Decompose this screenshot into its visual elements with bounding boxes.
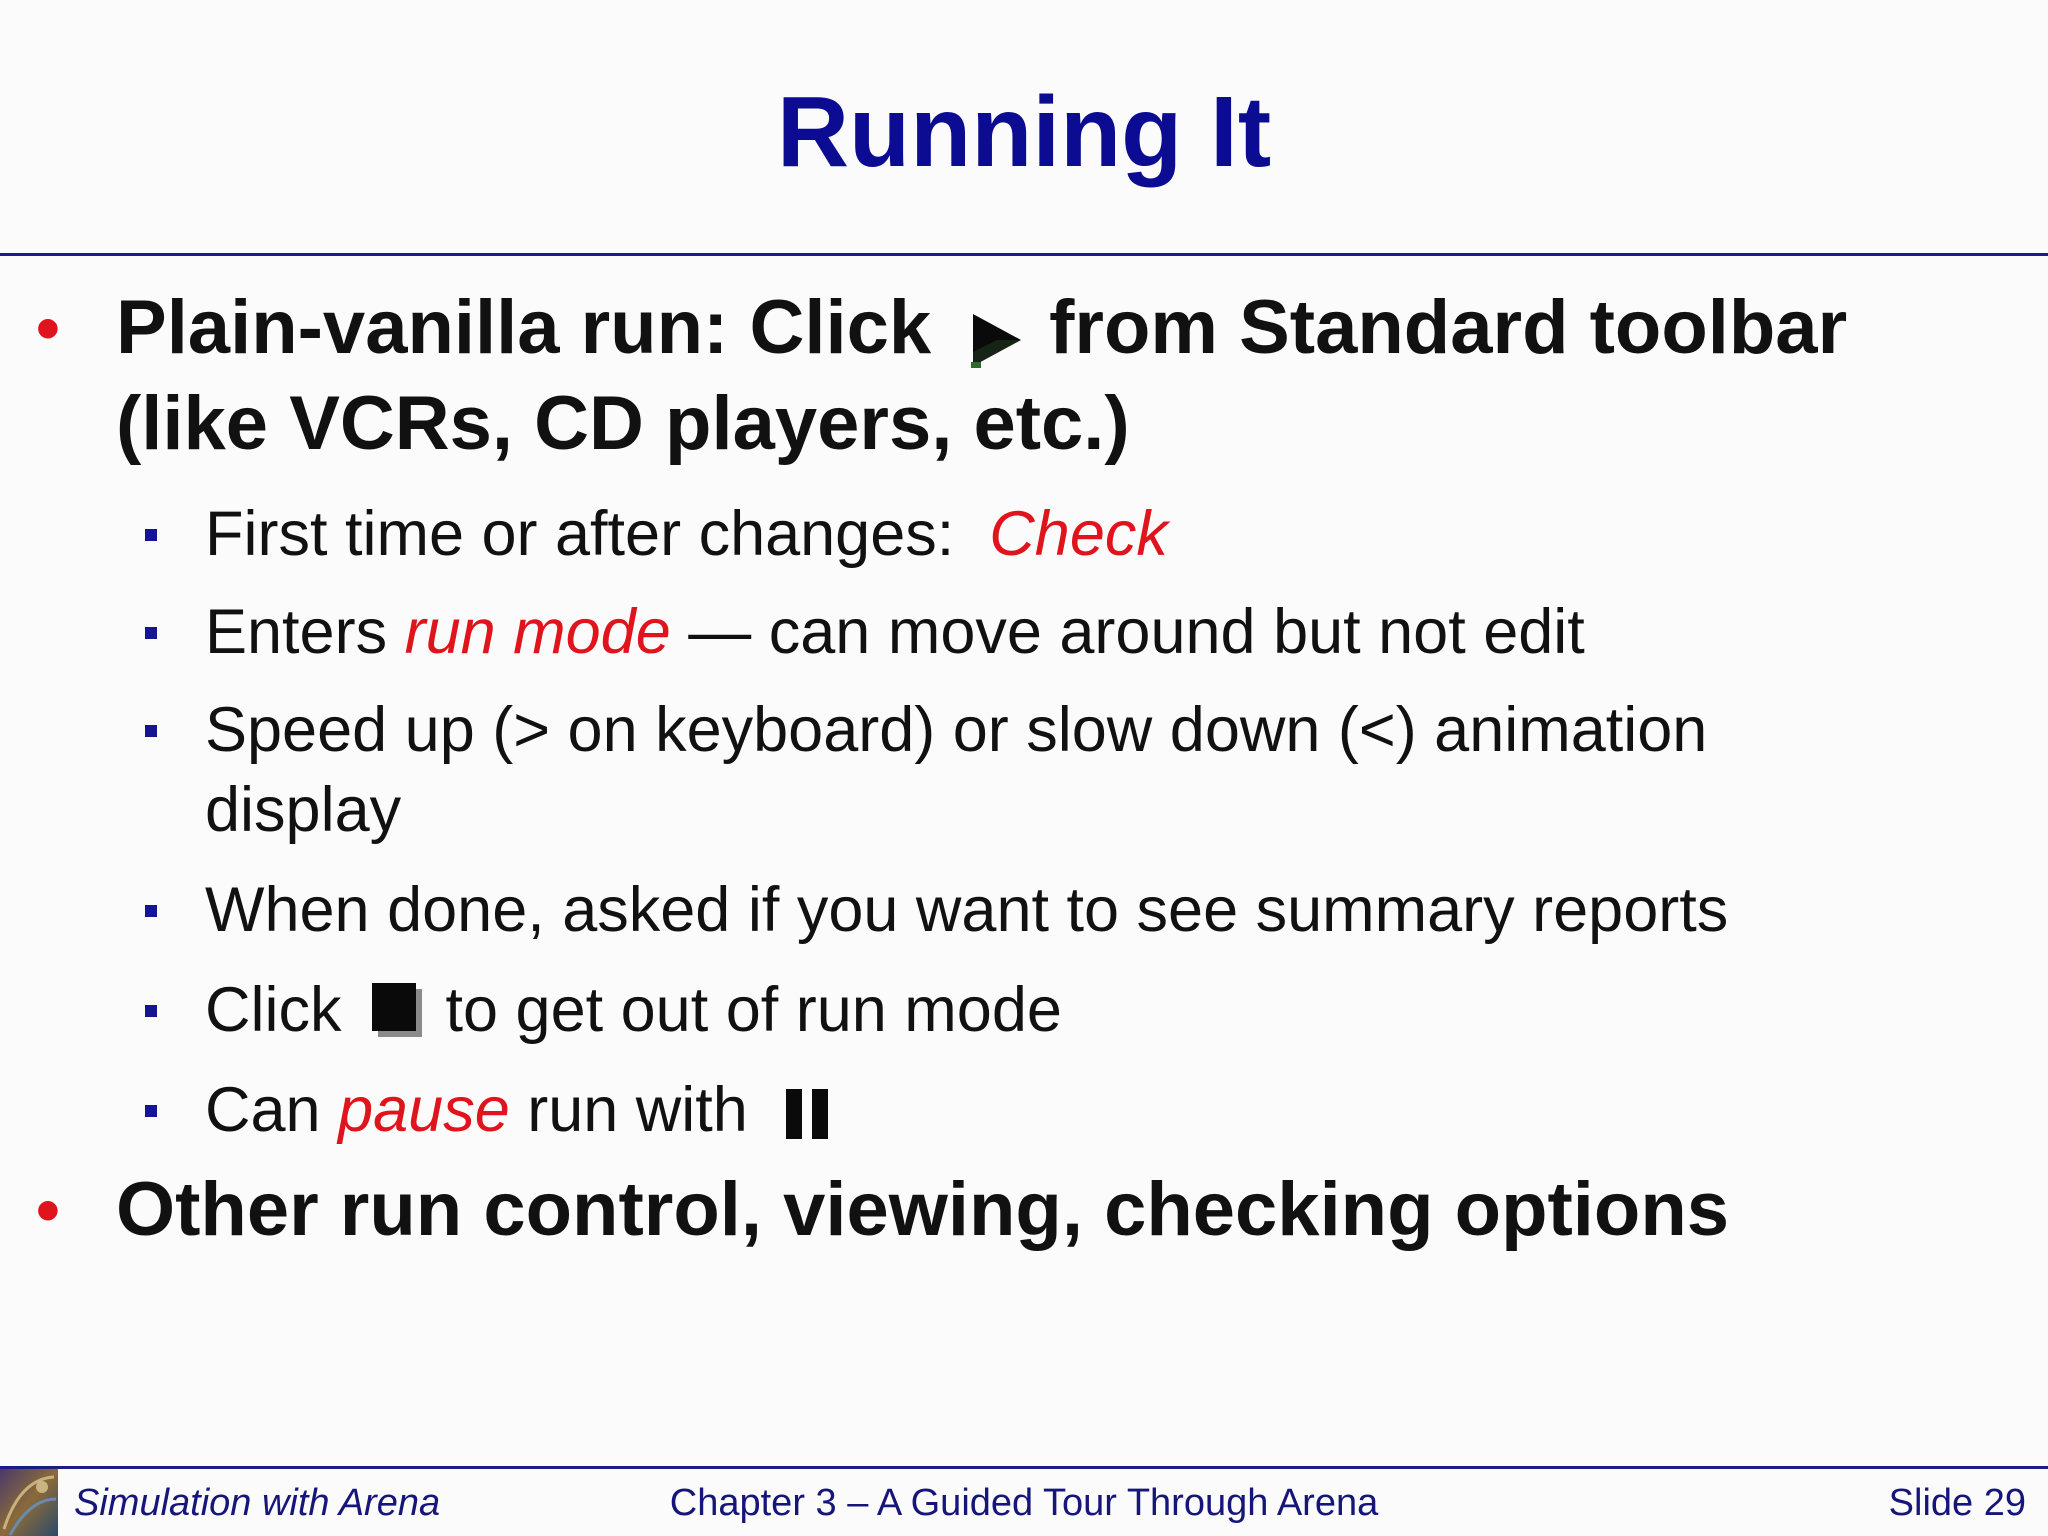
play-icon: [967, 297, 1027, 357]
bullet-dot: •: [36, 1172, 60, 1248]
sub-bullet-check: [205, 494, 2005, 574]
footer-chapter-title: Chapter 3 – A Guided Tour Through Arena: [669, 1482, 1379, 1524]
bullet-1-text-b: from Standard toolbar: [1049, 285, 1848, 370]
sub-bullet-marker: [145, 627, 157, 639]
stop-icon: [372, 978, 422, 1034]
sub-bullet-4-text: When done, asked if you want to see summary reports: [205, 875, 1729, 945]
slide-title: Running It: [776, 76, 1272, 188]
footer-slide-number: Slide 29: [1888, 1482, 2026, 1524]
sub-bullet-5-post: to get out of run mode: [445, 975, 1062, 1045]
bullet-other-run-control: [36, 1162, 1996, 1258]
sub-bullet-pause: [205, 1070, 2005, 1150]
bullet-1-text-c: (like VCRs, CD players, etc.): [116, 381, 1130, 466]
sub-bullet-5-pre: Click: [205, 975, 342, 1045]
sub-bullet-marker: [145, 905, 157, 917]
sub-bullet-end-run: [205, 970, 2005, 1050]
arena-logo: [0, 1469, 58, 1536]
run-mode-highlight: run mode: [404, 597, 671, 667]
bullet-1-continuation: [116, 376, 1996, 472]
bullet-plain-vanilla-run: [36, 280, 1996, 376]
pause-highlight: pause: [338, 1075, 510, 1145]
sub-bullet-6-post: run with: [509, 1075, 748, 1145]
bullet-1-text-a: Plain-vanilla run: Click: [116, 285, 932, 370]
sub-bullet-marker: [145, 1005, 157, 1017]
title-divider: [0, 253, 2048, 256]
bullet-dot: •: [36, 290, 60, 366]
sub-bullet-summary-reports: [205, 870, 2005, 950]
footer-divider: [0, 1466, 2048, 1469]
sub-bullet-3-line2: display: [205, 775, 402, 845]
sub-bullet-1-text: First time or after changes:: [205, 499, 990, 569]
sub-bullet-2-pre: Enters: [205, 597, 405, 667]
sub-bullet-6-pre: Can: [205, 1075, 339, 1145]
sub-bullet-speed: [205, 690, 2005, 850]
pause-icon: [784, 1080, 834, 1136]
sub-bullet-run-mode: [205, 592, 2005, 672]
check-highlight: Check: [989, 499, 1168, 569]
footer-course-title: Simulation with Arena: [74, 1482, 441, 1524]
sub-bullet-marker: [145, 725, 157, 737]
sub-bullet-marker: [145, 1105, 157, 1117]
sub-bullet-3-line1: Speed up (> on keyboard) or slow down (<) animation: [205, 695, 1708, 765]
sub-bullet-2-post: — can move around but not edit: [670, 597, 1585, 667]
bullet-2-text: Other run control, viewing, checking options: [116, 1167, 1730, 1252]
sub-bullet-marker: [145, 529, 157, 541]
